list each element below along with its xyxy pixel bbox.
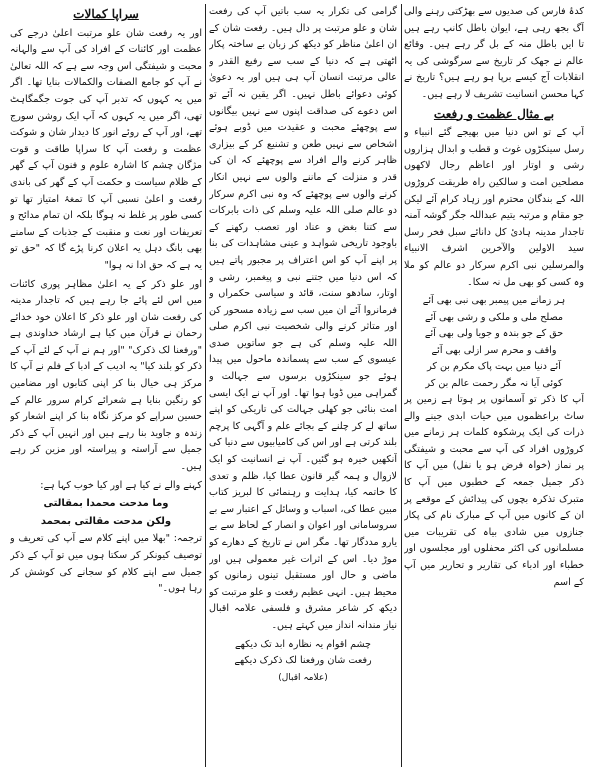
- column-middle: [209, 4, 397, 767]
- body-paragraph: گرامی کی تکرار یہ سب باتیں آپ کی رفعت شان و علو مرتبت پر دال ہیں۔ رفعت شان کے ان اعلیٰ مناظر کو دیکھ کر زبان بے ساختہ پکار اٹھتی ہے کہ دنیا کے سب سے رفیع القدر و عالی مرتبت انسان آپ ہی ہیں اور یہ دعویٰ کوئی دعوائے باطل نہیں۔ اگر یقین نہ آئے تو اس دعوے کی صداقت اپنوں سے نہیں بیگانوں سے پوچھئے محبت و عقیدت میں ڈوبے ہوئے اشخاص سے نہیں طعن و تشنیع کر کے بیزاری ظاہر کرنے والے افراد سے پوچھئے کہ ان کی قدر و منزلت کے ماننے والوں سے نہیں انکار کرنے والوں سے پوچھئے کہ وہ نبی اکرم سرکار دو عالم صلی اللہ علیہ وسلم کی ذات بابرکات سے کتنا بغض و عناد اور تعصب رکھنے کے باوجود تاریخی شواہد و عینی مشاہدات کی بنا پر اپنے آپ کو اس اعتراف پر مجبور پاتے ہیں کہ اس دنیا میں جتنے نبی و پیغمبر، رشی و اوتار، سادھو سنت، قائد و سیاسی حکمراں و فرمانروا آئے ان میں سب سے زیادہ مسحور کن اور متاثر کرنے والی شخصیت نبی اکرم صلی اللہ علیہ وسلم کی ہے جو ساتویں صدی عیسوی کے سب سے پسماندہ ماحول میں پیدا ہوئے جو سینکڑوں برسوں سے جہالت و گمراہی میں ڈوبا ہوا تھا۔ اور آپ نے ایک ایسی امت بنائی جو کھلی جہالت کی تاریکی کو اپنے ساتھ لے کر چلنے کے بجائے علم و آگہی کا پرچم بلند کرتی ہے اور اس کی کامیابیوں سے دنیا کی آنکھیں خیرہ ہو گئیں۔ آپ نے انسانیت کو ایک لازوال و ہمہ گیر قانون عطا کیا، ظلم و تعدی کا خاتمہ کیا، ہدایت و رہنمائی کا لبریز کتاب مبین عطا کی، اسباب و وسائل کے اعتبار سے بے سروسامانی اور اعوان و انصار کے لحاظ سے بے یارو مددگار تھا۔ مگر اس نے تاریخ کے دھارے کو موڑ دیا۔ اس کے اثرات غیر معمولی ہیں اور ماضی و حال اور مستقبل تینوں زمانوں کو محیط ہیں۔ انہی عظیم رفعت و علو مرتبت کو دیکھ کر شاعر مشرق و فلسفی علامہ اقبال نیاز مندانہ انداز میں کہتے ہیں۔: [209, 6, 397, 631]
- column-right: [404, 4, 584, 767]
- poem-line: رفعت شان ورفعنا لک ذکرک دیکھے: [234, 655, 372, 667]
- poem-line: چشم اقوام یہ نظارہ ابد تک دیکھے: [235, 638, 371, 650]
- translation-paragraph: ترجمہ: "بھلا میں اپنے کلام سے آپ کی تعریف و توصیف کیونکر کر سکتا ہوں میں تو آپ کے ذکر جمیل سے اپنے کلام کو سجانے کی کوشش کر رہا ہوں۔": [10, 533, 202, 595]
- arabic-verse-line: ولکن مدحت مقالتی بمحمد: [40, 515, 172, 527]
- newspaper-page: [4, 4, 586, 767]
- quote-intro: کہنے والے نے کیا ہے اور کیا خوب کہا ہے:: [40, 479, 202, 491]
- closing-paragraph: آپ کا ذکر تو آسمانوں پر ہوتا ہے زمین پر ساٹ براعظموں میں حیات ابدی جینے والے ذرات کی ایک پرشکوہ کلمات ہر زمانے میں کروڑوں افراد کی آپ سے محبت و شیفتگی پر نماز (خواہ فرض ہو یا نفل) میں آپ کا ذکر جمیل جمعہ کے خطبوں میں آپ کا متبرک تذکرہ بچوں کی پیدائش کے موقعے پر ان کے کانوں میں آپ کے مبارک نام کی پکار جنازوں میں شادی بیاہ کی تقریبات میں مسلمانوں کی اکثر محفلوں اور مجلسوں اور خطباء اور ادباء کی تقاریر و تحاریر میں آپ کے اسم: [404, 394, 584, 588]
- poem-stanza: [404, 293, 584, 391]
- poem-line: آئے دنیا میں بہت پاک مکرم بن کر: [427, 361, 561, 373]
- section-heading: سراپا کمالات: [73, 7, 139, 21]
- body-paragraph: اور علو ذکر کے یہ اعلیٰ مظاہر پوری کائنات میں اس لئے پائے جا رہے ہیں کہ تاجدار مدینہ کی رفعت شان اور علو ذکر کا اعلان خود خدائے رحمان نے قرآن میں کیا ہے ارشاد خداوندی ہے "ورفعنا لک ذکرک" "اور ہم نے آپ کے لئے آپ کے ذکر کو بلند کیا" یہ ادیب کے ادبا کے فلم نے آپ کا مرکز ہی خیال بنا کر اپنی کتابوں اور مضامین کو رنگین بنایا ہے شعرائے کرام سرور عالم کے حسین سراپے کو مرکز نگاہ بنا کر اپنے اشعار کو زندہ و جاوید بنا رہے ہیں اور انہیں آپ کے ذکر جمیل سے آراستہ و پیراستہ اور مزین کر رہے ہیں۔: [10, 278, 202, 473]
- poet-attribution: (علامہ اقبال): [278, 672, 328, 683]
- arabic-verse-line: وما مدحت محمدا بمقالتی: [43, 498, 169, 510]
- section-heading: بے مثال عظمت و رفعت: [433, 106, 555, 121]
- intro-paragraph: کدۂ فارس کی صدیوں سے بھڑکتی رہنے والی آگ بجھ رہی ہے، ایوان باطل کانپ رہے ہیں تا ایں باطل منہ کے بل گر رہے ہیں۔ وقائع عالم نے جھک کر تاریخ سے سرگوشی کی یہ انقلابات آج کیسے برپا ہو رہے ہیں؟ تاریخ نے کہا محسن انسانیت تشریف لا رہے ہیں۔: [404, 6, 584, 100]
- column-divider: [401, 4, 402, 767]
- column-left: [10, 4, 202, 767]
- body-paragraph: آپ کے تو اس دنیا میں بھیجے گئے انبیاء و رسل سینکڑوں غوث و قطب و ابدال ہزاروں رشی و اوتار اور اعاظم رجال لاکھوں مصلحین امت و سالکین راہ طریقت کروڑوں اللہ کے بندگان محترم اور زہاد کرام آئے لیکن جو مقام و مرتبہ یتیم عبداللہ جگر گوشہ آمنہ تاجدار مدینہ ہادیٔ کل دانائے سبل فخر رسل سید الاولین والآخرین اشرف الانبیاء والمرسلین نبی اکرم سرکار دو عالم کو ملا وہ کسی کو بھی مل نہ سکا۔: [404, 127, 584, 288]
- poem-line: مصلح ملی و ملکی و رشی بھی آئے: [424, 311, 564, 323]
- poem-line: کوئی آیا نہ مگر رحمت عالم بن کر: [425, 377, 563, 389]
- poem-line: حق کے جو بندہ و جویا ولی بھی آئے: [424, 328, 564, 340]
- column-divider: [205, 4, 206, 767]
- poem-line: ہر زمانے میں پیمبر بھی نبی بھی آئے: [422, 295, 566, 307]
- poem-stanza: [209, 637, 397, 669]
- poem-line: واقف و محرم سر ازلی بھی آئے: [431, 344, 557, 356]
- body-paragraph: اور یہ رفعت شان علو مرتبت اعلیٰ درجے کی عظمت اور کائنات کے افراد کی آپ سے والہانہ محبت و شیفتگی اس وجہ سے ہے کہ اللہ تعالیٰ نے آپ کو جامع الصفات والکمالات بنایا تھا۔ اگر میں یہ کہوں کہ تدبر آپ کی جوت جگمگاہٹ تھی، اگر میں یہ کہوں کہ آپ ایک روشن سورج تھے، اور آپ کے روئے انور کا دیدار شان و شوکت عظمت و رفعت آپ کا سراپا طاقت و قوت مژگان چشم کا اشارہ علوم و فنون آپ کے گھر کے ظلام سیاست و حکمت آپ کے گھر کی باندی رفعت و اعلیٰ نسبی آپ کا تمغۂ امتیاز تھا تو کسی طور پر غلط نہ ہوگا بلکہ ان تمام مدائح و تعریفات اور نعت و منقبت کے جذبات کے سامنے بھی بانگ دہل یہ اعلان کرنا پڑے گا کہ "حق تو یہ ہے کہ حق ادا نہ ہوا": [10, 27, 202, 271]
